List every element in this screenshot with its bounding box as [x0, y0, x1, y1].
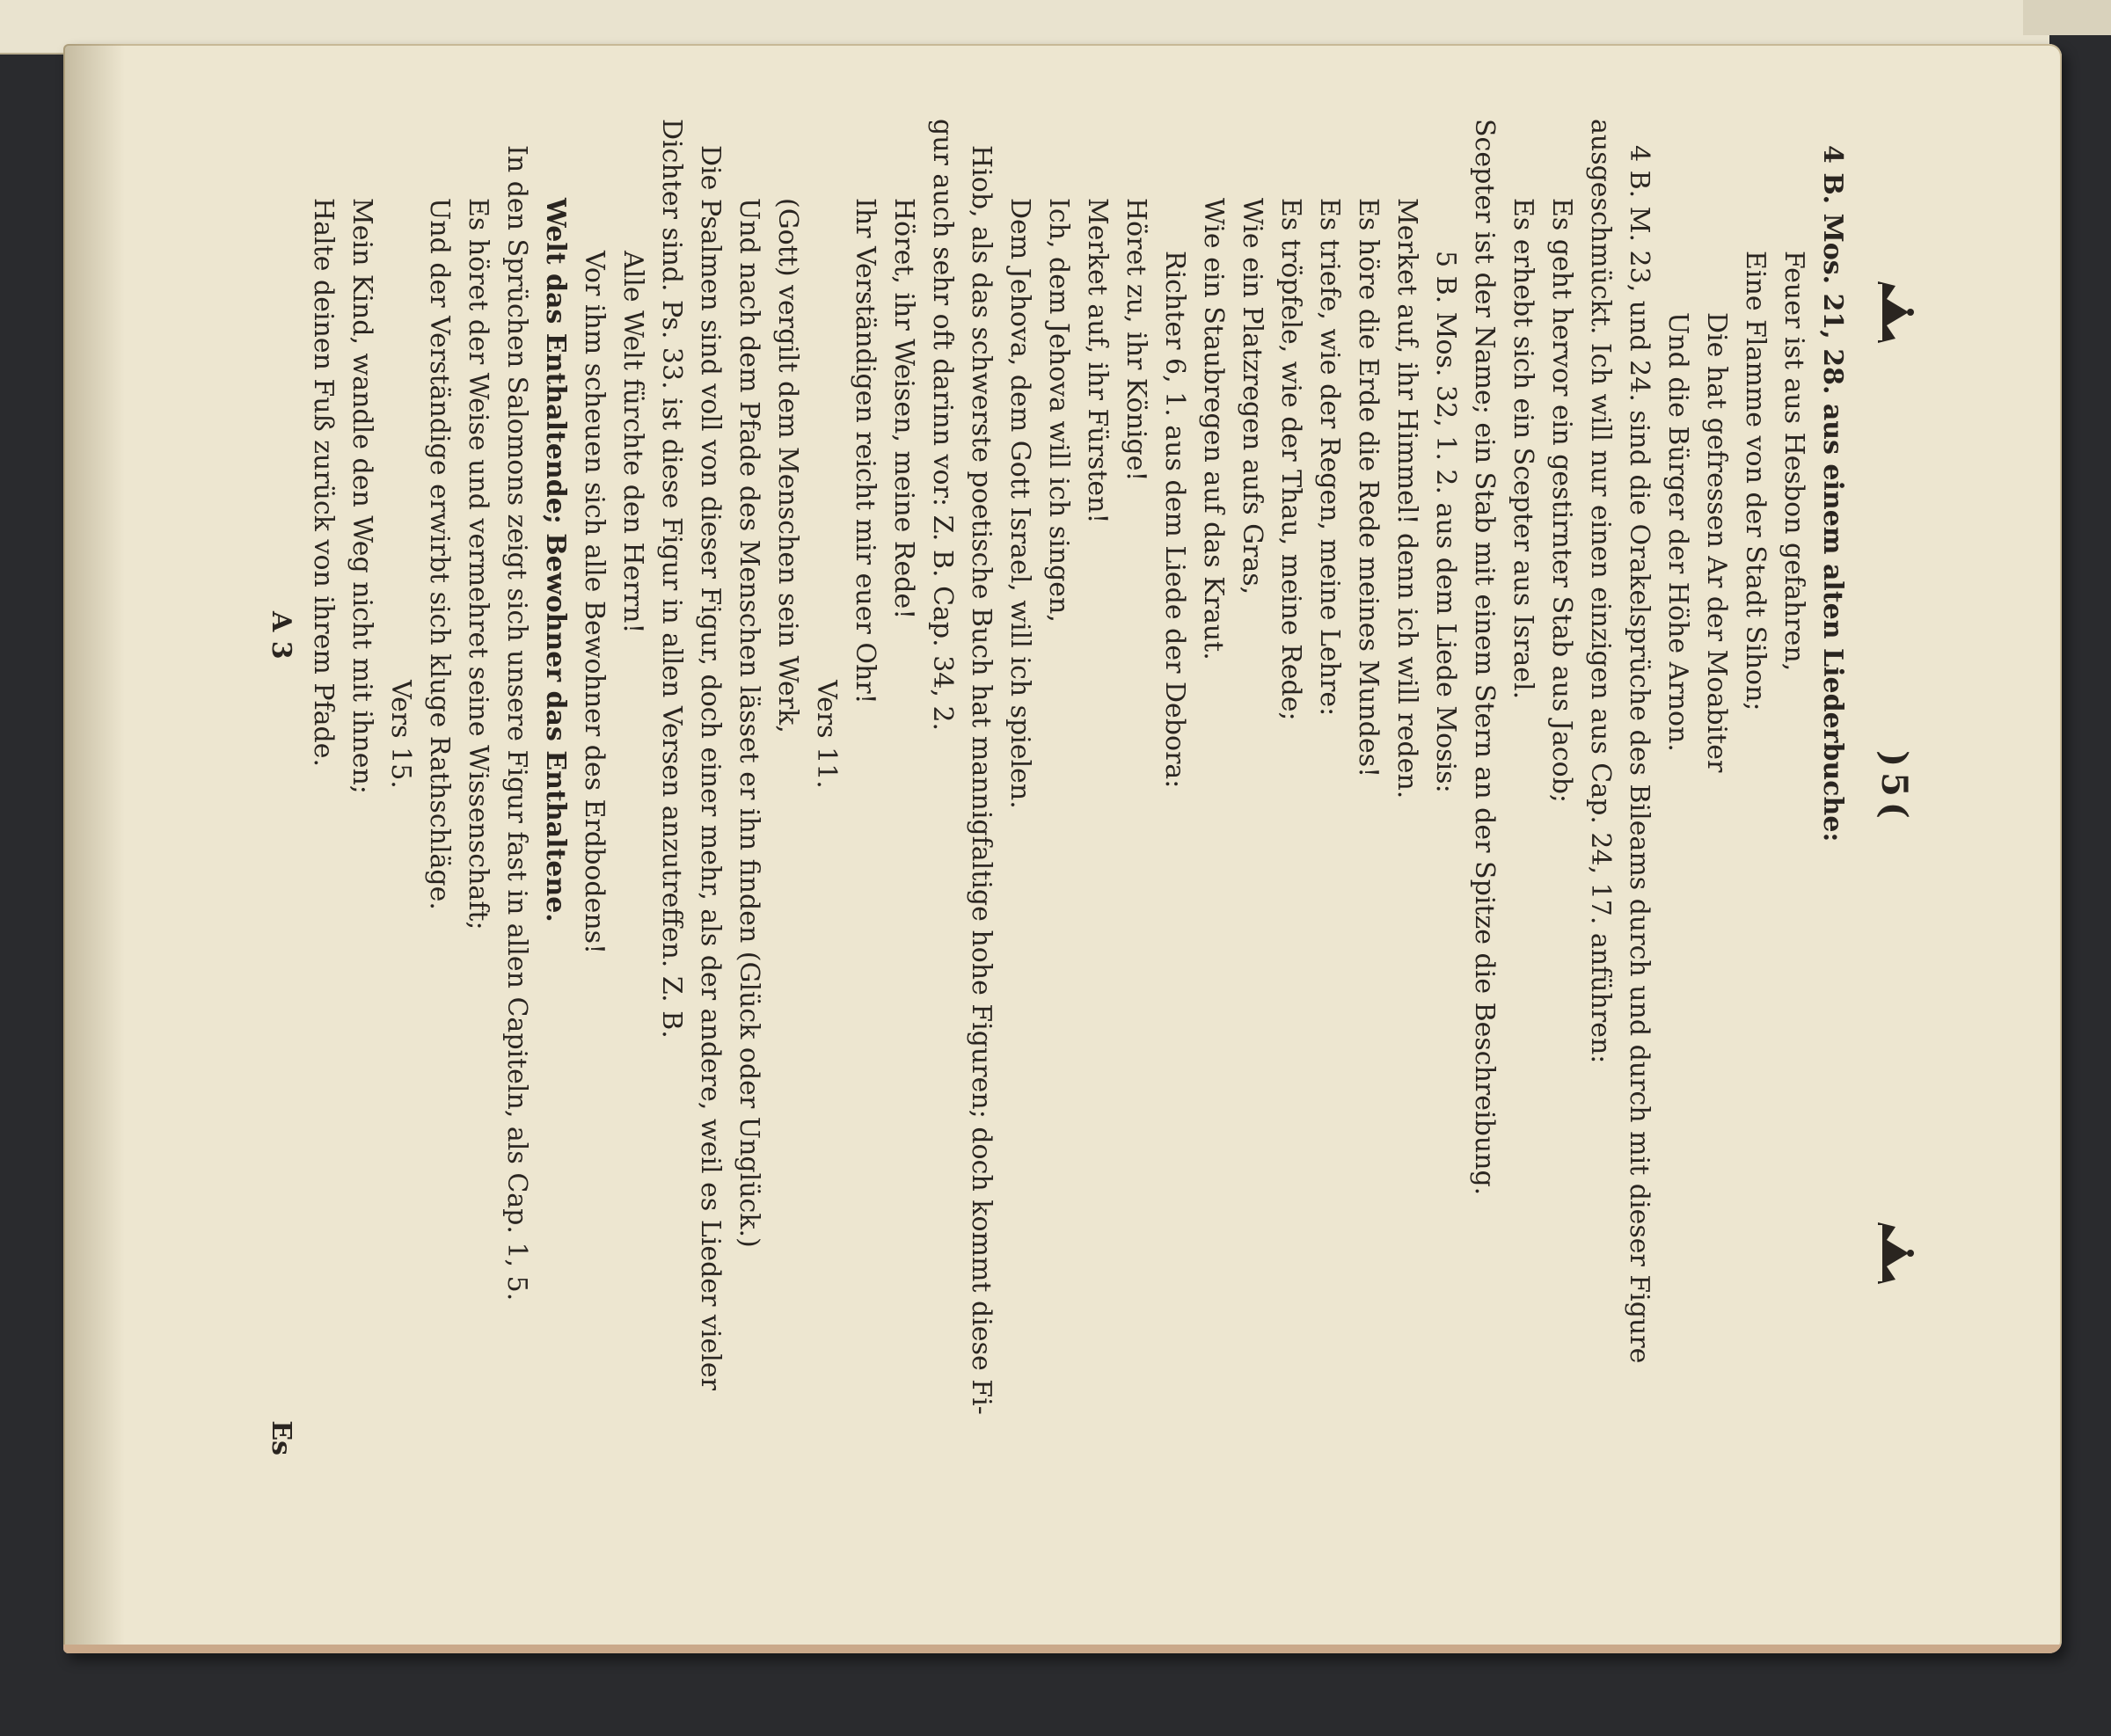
text-line: Es erhebt sich ein Scepter aus Israel.	[1508, 198, 1538, 700]
text-line: Und nach dem Pfade des Menschen lässet er ihn finden (Glück oder Unglück.)	[734, 198, 764, 1248]
text-line: Merket auf, ihr Himmel! denn ich will reden.	[1392, 198, 1422, 799]
text-line: 5 B. Mos. 32, 1. 2. aus dem Liede Mosis:	[1430, 251, 1461, 793]
signature-mark: A 3	[266, 611, 296, 660]
page-bottom-edge	[63, 1645, 2062, 1653]
text-line: Eine Flamme von der Stadt Sihon;	[1740, 251, 1771, 711]
text-line: Halte deinen Fuß zurück von ihrem Pfade.	[308, 198, 339, 768]
text-line: Höret zu, ihr Könige!	[1121, 198, 1151, 482]
text-line: Feuer ist aus Hesbon gefahren,	[1779, 251, 1809, 672]
text-line: Es triefe, wie der Regen, meine Lehre:	[1314, 198, 1345, 717]
text-line: In den Sprüchen Salomons zeigt sich unsere Figur fast in allen Capiteln, als Cap. 1, 5.	[501, 145, 532, 1302]
text-line: Alle Welt fürchte den Herrn!	[617, 251, 648, 634]
text-line: Ich, dem Jehova will ich singen,	[1043, 198, 1074, 623]
text-line: Wie ein Staubregen auf das Kraut.	[1198, 198, 1229, 660]
page-number: )5(	[1874, 750, 1915, 824]
text-line: gur auch sehr oft darinn vor: Z. B. Cap. 34, 2.	[927, 119, 958, 732]
page-body	[303, 119, 1852, 1455]
text-line: Merket auf, ihr Fürsten!	[1082, 198, 1113, 524]
text-line: Es tröpfele, wie der Thau, meine Rede;	[1275, 198, 1306, 721]
text-line: Es höret der Weise und vermehret seine Wissenschaft;	[463, 198, 493, 930]
text-line: Richter 6, 1. aus dem Liede der Debora:	[1159, 251, 1190, 789]
text-line: Mein Kind, wandle den Weg nicht mit ihnen;	[347, 198, 377, 794]
page-footer	[265, 119, 300, 1455]
text-line: Die hat gefressen Ar der Moabiter	[1701, 312, 1732, 773]
page-text-block	[163, 119, 1922, 1455]
text-line: Es geht hervor ein gestirnter Stab aus Jacob;	[1546, 198, 1577, 804]
text-line: Und der Verständige erwirbt sich kluge Rathschläge.	[424, 198, 455, 910]
text-line: 4 B. M. 23, und 24. sind die Orakelsprüche des Bileams durch und durch mit dieser Figure	[1624, 145, 1654, 1364]
text-line: Vor ihm scheuen sich alle Bewohner des Erdbodens!	[579, 251, 610, 955]
text-line: Höret, ihr Weisen, meine Rede!	[888, 198, 919, 620]
text-line: Dichter sind. Ps. 33. ist diese Figur in allen Versen anzutreffen. Z. B.	[656, 119, 687, 1039]
catchword: Es	[266, 1420, 296, 1455]
text-line: Die Psalmen sind voll von dieser Figur, doch einer mehr, als der andere, weil es Lieder vieler	[695, 145, 726, 1390]
text-line: Ihr Verständigen reicht mir euer Ohr!	[850, 198, 880, 704]
text-line: 4 B. Mos. 21, 28. aus einem alten Liederbuche:	[1817, 145, 1848, 842]
text-line: Vers 11.	[811, 680, 842, 789]
facing-page-corner	[2023, 0, 2111, 35]
page-header	[1852, 119, 1922, 1455]
gutter-shadow	[63, 44, 125, 1653]
text-line: Wie ein Platzregen aufs Gras,	[1237, 198, 1267, 595]
text-line: Es höre die Erde die Rede meines Mundes!	[1353, 198, 1384, 778]
text-line: Hiob, als das schwerste poetische Buch hat mannigfaltige hohe Figuren; doch kommt diese Fi-	[966, 145, 997, 1415]
text-line: (Gott) vergilt dem Menschen sein Werk,	[772, 198, 803, 733]
text-line: Dem Jehova, dem Gott Israel, will ich spielen.	[1004, 198, 1035, 809]
text-line: Vers 15.	[385, 680, 416, 789]
text-line: ausgeschmückt. Ich will nur einen einzigen aus Cap. 24, 17. anführen:	[1585, 119, 1616, 1064]
text-line: Scepter ist der Name; ein Stab mit einem Stern an der Spitze die Beschreibung.	[1469, 119, 1500, 1196]
crown-ornament-icon	[1874, 1218, 1917, 1288]
text-line: Welt das Enthaltende; Bewohner das Enthaltene.	[540, 198, 571, 923]
text-line: Und die Bürger der Höhe Arnon.	[1662, 312, 1693, 752]
